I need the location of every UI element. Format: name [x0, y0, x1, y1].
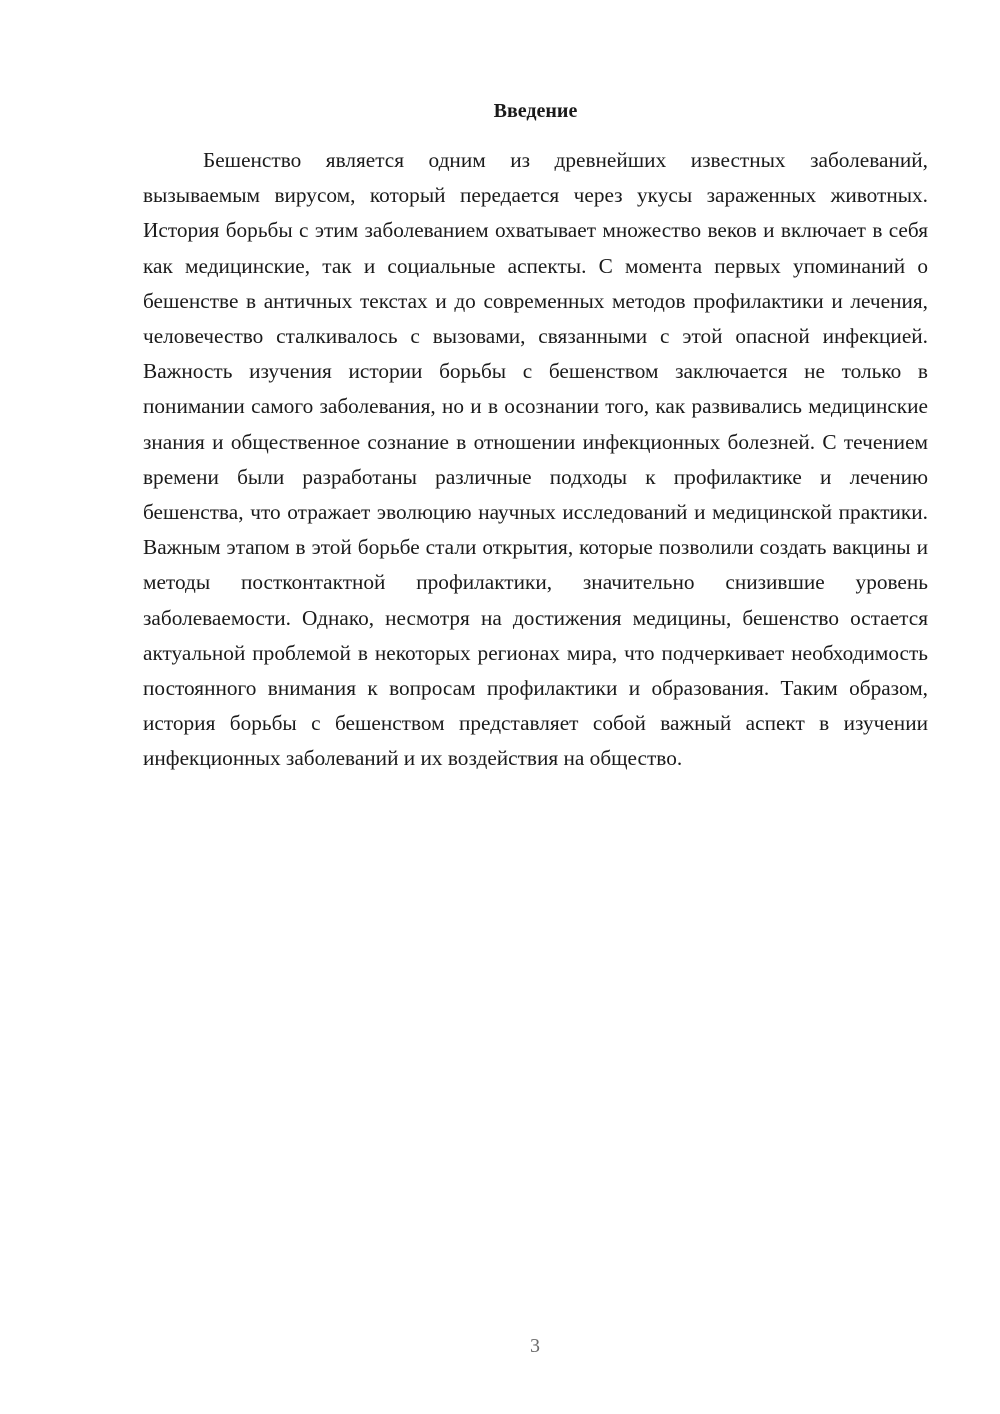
body-paragraph: Бешенство является одним из древнейших известных заболеваний, вызываемым вирусом, который передается через укусы зараженных животных. История борьбы с этим заболеванием охватывает множество веков и включает в себя как медицинские, так и социальные аспекты. С момента первых упоминаний о бешенстве в античных текстах и до современных методов профилактики и лечения, человечество сталкивалось с вызовами, связанными с этой опасной инфекцией. Важность изучения истории борьбы с бешенством заключается не только в понимании самого заболевания, но и в осознании того, как развивались медицинские знания и общественное сознание в отношении инфекционных болезней. С течением времени были разработаны различные подходы к профилактике и лечению бешенства, что отражает эволюцию научных исследований и медицинской практики. Важным этапом в этой борьбе стали открытия, которые позволили создать вакцины и методы постконтактной профилактики, значительно снизившие уровень заболеваемости. Однако, несмотря на достижения медицины, бешенство остается актуальной проблемой в некоторых регионах мира, что подчеркивает необходимость постоянного внимания к вопросам профилактики и образования. Таким образом, история борьбы с бешенством представляет собой важный аспект в изучении инфекционных заболеваний и их воздействия на общество. — [143, 148, 928, 771]
section-title: Введение — [493, 100, 578, 122]
page-number: 3 — [530, 1335, 540, 1357]
